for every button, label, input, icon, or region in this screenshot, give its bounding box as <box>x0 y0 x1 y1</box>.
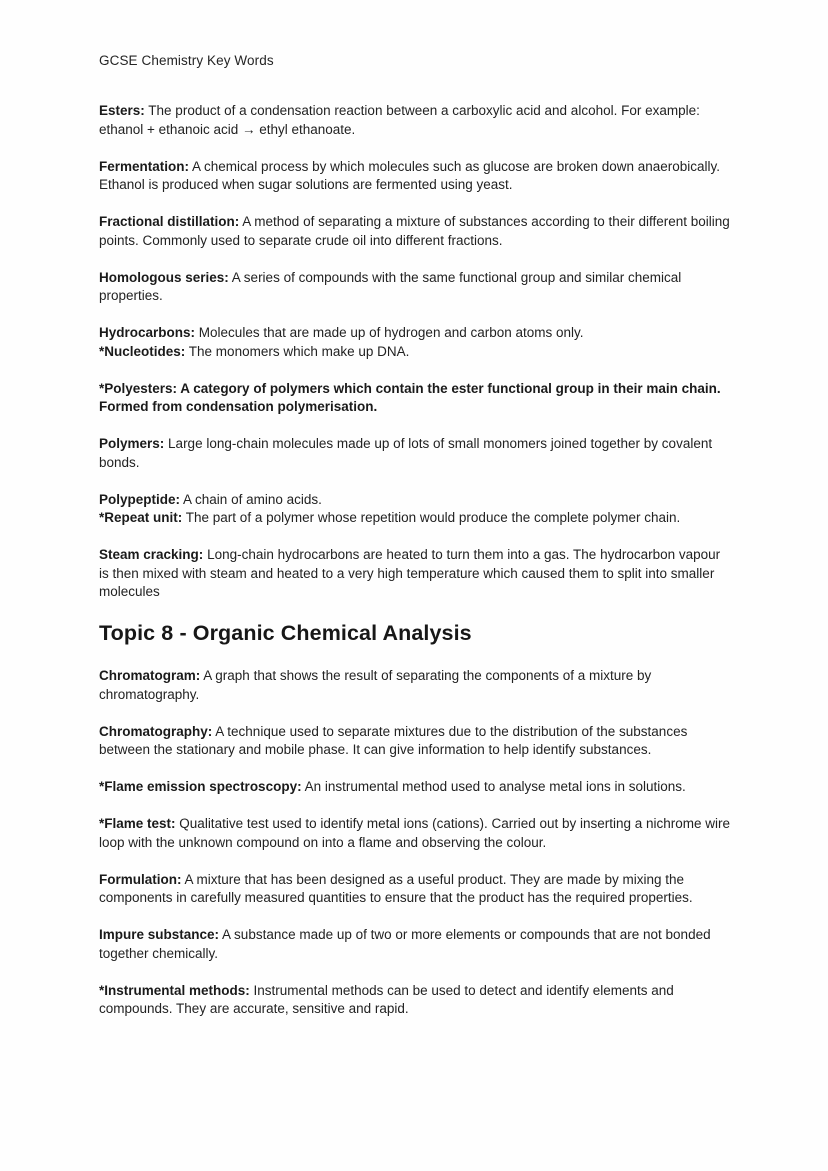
definition-text: An instrumental method used to analyse metal ions in solutions. <box>304 779 686 794</box>
definition-paragraph <box>99 213 732 250</box>
definition-text: A category of polymers which contain the ester functional group in their main chain. Formed from condensation polymerisation. <box>99 380 721 414</box>
term-label: Polypeptide: <box>99 491 181 507</box>
definition-paragraph <box>99 102 732 139</box>
definition-text: A technique used to separate mixtures due to the distribution of the substances between the stationary and mobile phase. It can give information to help identify substances. <box>99 723 688 757</box>
definition-text: The product of a condensation reaction between a carboxylic acid and alcohol. For example: ethanol + ethanoic acid → ethyl ethanoate. <box>99 103 700 137</box>
definition-text: The monomers which make up DNA. <box>188 343 410 359</box>
definition-paragraph <box>99 815 732 852</box>
definition-block <box>99 667 732 704</box>
definition-block <box>99 546 732 602</box>
definition-paragraph <box>99 491 732 510</box>
definition-paragraph <box>99 269 732 306</box>
term-label: Hydrocarbons: <box>99 325 196 340</box>
definition-paragraph <box>99 667 732 704</box>
definition-paragraph <box>99 926 732 963</box>
term-label: *Instrumental methods: <box>99 982 250 998</box>
term-label: Fractional distillation: <box>99 214 240 229</box>
term-label: Esters: <box>99 103 145 118</box>
definition-block <box>99 491 732 528</box>
definition-text: A chain of amino acids. <box>183 491 322 507</box>
definition-block <box>99 815 732 852</box>
definition-block <box>99 269 732 306</box>
definition-text: A chemical process by which molecules such as glucose are broken down anaerobically. Ethanol is produced when sugar solutions are fermented using yeast. <box>99 158 721 192</box>
definition-block <box>99 778 732 797</box>
definition-paragraph <box>99 343 732 362</box>
term-label: Fermentation: <box>99 158 190 174</box>
definition-block <box>99 158 732 195</box>
definition-text: A graph that shows the result of separating the components of a mixture by chromatography. <box>99 668 652 702</box>
definition-text: Instrumental methods can be used to detect and identify elements and compounds. They are accurate, sensitive and rapid. <box>99 982 674 1016</box>
term-label: *Nucleotides: <box>99 343 186 359</box>
term-label: Chromatography: <box>99 723 213 739</box>
section-heading: Topic 8 - Organic Chemical Analysis <box>99 621 472 645</box>
definition-paragraph <box>99 871 732 908</box>
definition-text: Large long-chain molecules made up of lots of small monomers joined together by covalent bonds. <box>99 436 713 470</box>
definition-text: Qualitative test used to identify metal ions (cations). Carried out by inserting a nichrome wire loop with the unknown compound on into a flame and observing the colour. <box>99 816 731 850</box>
term-label: *Polyesters: <box>99 380 178 396</box>
definition-block <box>99 926 732 963</box>
definition-paragraph <box>99 509 732 528</box>
definition-paragraph <box>99 435 732 472</box>
definition-paragraph <box>99 380 732 417</box>
definition-paragraph <box>99 723 732 760</box>
definition-paragraph <box>99 158 732 195</box>
definition-block <box>99 435 732 472</box>
definition-text: A substance made up of two or more elements or compounds that are not bonded together chemically. <box>99 927 711 961</box>
definition-paragraph <box>99 546 732 602</box>
definition-paragraph <box>99 324 732 343</box>
definition-text: Long-chain hydrocarbons are heated to turn them into a gas. The hydrocarbon vapour is then mixed with steam and heated to a very high temperature which caused them to split into smaller molecules <box>99 547 721 599</box>
term-label: *Repeat unit: <box>99 510 183 525</box>
definition-block <box>99 102 732 139</box>
term-label: *Flame test: <box>99 816 176 831</box>
document-body <box>99 102 732 1019</box>
definition-text: The part of a polymer whose repetition would produce the complete polymer chain. <box>185 510 681 525</box>
definition-text: Molecules that are made up of hydrogen and carbon atoms only. <box>198 325 584 340</box>
term-label: Homologous series: <box>99 269 229 285</box>
term-label: Steam cracking: <box>99 547 204 562</box>
definition-text: A method of separating a mixture of substances according to their different boiling points. Commonly used to separate crude oil into different fractions. <box>99 214 730 248</box>
term-label: Formulation: <box>99 871 182 887</box>
term-label: *Flame emission spectroscopy: <box>99 779 302 794</box>
definition-block <box>99 380 732 417</box>
term-label: Polymers: <box>99 436 165 451</box>
term-label: Impure substance: <box>99 927 220 942</box>
definition-paragraph <box>99 982 732 1019</box>
definition-block <box>99 723 732 760</box>
definition-text: A mixture that has been designed as a useful product. They are made by mixing the components in carefully measured quantities to ensure that the product has the required properties. <box>99 871 693 905</box>
definition-block <box>99 982 732 1019</box>
definition-text: A series of compounds with the same functional group and similar chemical properties. <box>99 269 682 303</box>
definition-block <box>99 324 732 361</box>
definition-block <box>99 213 732 250</box>
document-title: GCSE Chemistry Key Words <box>99 53 274 68</box>
term-label: Chromatogram: <box>99 668 201 683</box>
definition-paragraph <box>99 778 732 797</box>
definition-block <box>99 871 732 908</box>
